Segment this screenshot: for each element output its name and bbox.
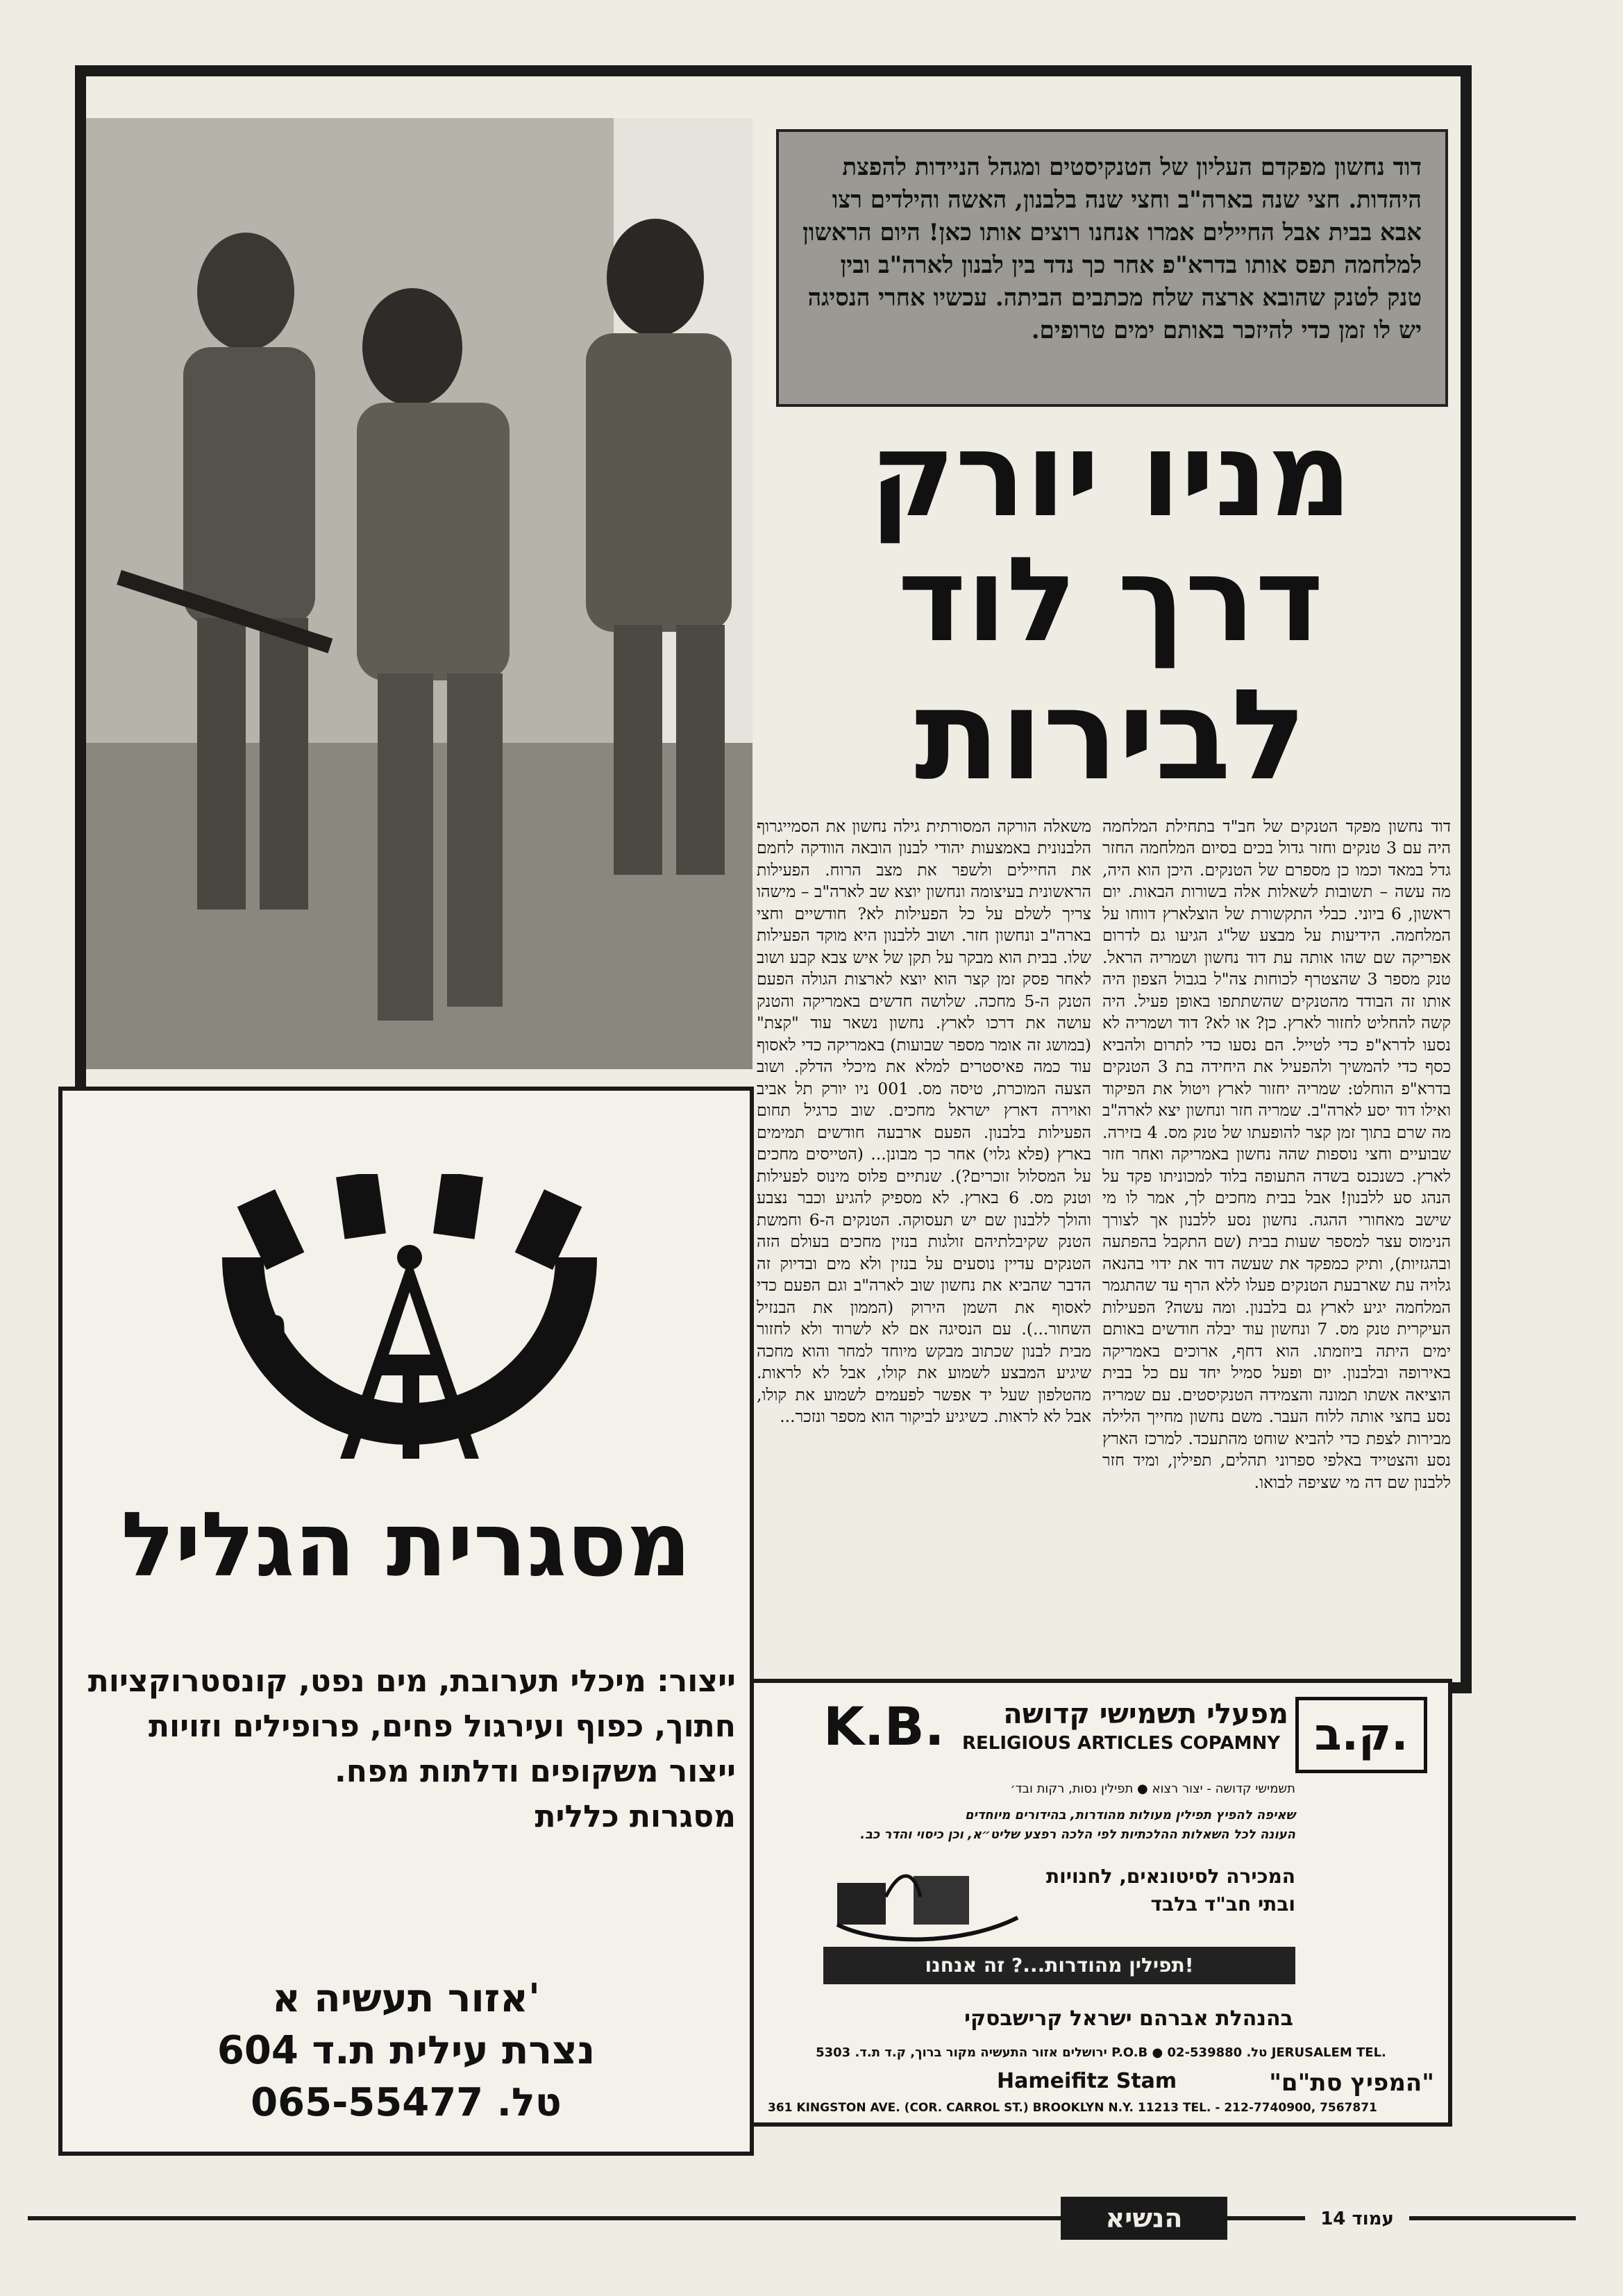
footer-masthead: הנשיא xyxy=(1061,2197,1227,2240)
headline-line-1: מניו יורק xyxy=(869,407,1352,543)
ad-galil xyxy=(58,1087,754,2156)
ad-galil-desc-4: מסגרות כללית xyxy=(535,1799,736,1834)
ad-galil-addr-1: אזור תעשיה א' xyxy=(271,1976,541,2021)
headline-line-2: דרך לוד xyxy=(898,532,1324,668)
kb-logo-he: ק.ב. xyxy=(1295,1697,1427,1773)
tefillin-illustration-icon xyxy=(823,1855,1032,1945)
kb-manager: בהנהלת אברהם ישראל קרישבסקי xyxy=(964,2006,1293,2031)
ad-kb xyxy=(750,1679,1452,2127)
kb-slogan: תפילין מהודרות...? זה אנחנו! xyxy=(823,1947,1295,1984)
article-column-right: דוד נחשון מפקד הטנקים של חב"ד בתחילת המלחמה היה עם 3 טנקים וחזר גדול בכים בסיום המלחמה החזר גדל במאד וכמו כן מספרם של הטנקים. היכן הוא היה, מה עשה – תשובות לשאלות אלה בשורות הבאות. יום ראשון, 6 ביוני. כבלי התקשורת של הוצלארץ דווחו על המלחמה. הידיעות על מבצע של"ג הגיעו גם לדרום אפריקה שם שהו אותה עת דוד נחשון ושמריה הראל. טנק מספר 3 שהצטרף לכוחות צה"ל בגבול הצפון היה אותו זה הבודד מהטנקים שהשתתפו באופן פעיל. היה קשה להחליט לחזור לארץ. כן? או לא? דוד ושמריה לא נסעו לדרא"פ כדי לטייל. הם נסעו כדי לתרום ולהביא כסף כדי להמשיך ולהפעיל את היחידה בת 3 הטנקים בדרא"פ הוחלט: שמריה יחזור לארץ ויטול את הפיקוד ואילו דוד יסע לארה"ב. שמריה חזר ונחשון יצא לארה"ב מה שרם בתוך זמן קצר להופעתו של טנק מס. 4 בזירה. שבועיים וחצי נוספות שהה נחשון באמריקה ואחר חזר לארץ. כשנכנס בשדה התעופה בלוד למכוניתו פקד על הנהג סע ללבנון! אבל בבית מחכים לך, אמר לו מי שישב מאחורי ההגה. נחשון נסע ללבנון אך לצורך הנימוס עצר למספר שעות בבית (שם התקבל בהפתעה ובהגזיות), ותיק כמפקד את שעשה דוד את ידוי בהנאה גלויה עת שארבעת הטנקים פעלו ללא הרף עד שהתגמר המלחמה יגיע לארץ גם בלבנון. ומה עשה? הפעילות העיקרית טנק מס. 7 ונחשון עוד יבלה חודשים באותם ימים היתה ביוזמתו. הוא דחף, ארוכים באמריקה באירופה ובלבנון. יום ופעל סמיל יחד עם כל בבית הוציאה אשתו תמונה והצמידה הטנקיסטים. עם שמריה נסע בחצי אותה ללוח העבר. משם נחשון מחייך הלילה מבירות לצפת כדי להביא שוחט מהתעכד. למרכז הארץ נסע והצטייד באלפי ספרוני תהלים, תפילין, ומיד חזר ללבנון שם דה מי שציפה לבואו. xyxy=(1102,816,1451,1492)
logo-letter-right: ג xyxy=(267,1299,288,1350)
kb-us-name-he: "המפיץ סת"ם" xyxy=(1269,2069,1434,2097)
kb-tagline-2: העונה לכל השאלות ההלכתיות לפי הלכה רפצע שליט״א, וכן כיסוי והדר כב. xyxy=(860,1827,1295,1842)
kb-us-address: 361 KINGSTON AVE. (COR. CARROL ST.) BROOKLYN N.Y. 11213 TEL. - 212-7740900, 7567871 xyxy=(768,2101,1377,2115)
ad-galil-name: מסגרית הגליל xyxy=(121,1493,691,1597)
ad-galil-addr-2: נצרת עילית ת.ד 604 xyxy=(217,2028,596,2073)
kb-sales-2: ובתי חב"ד בלבד xyxy=(1150,1893,1295,1916)
article-intro: דוד נחשון מפקדם העליון של הטנקיסטים ומגהל הניידות להפצת היהדות. חצי שנה בארה"ב וחצי שנה בלבנון, האשה והילדים רצו אבא בבית אבל החיילים אמרו אנחנו רוצים אותו כאן! היום הראשון למלחמה תפס אותו בדרא"פ אחר כך נדד בין לבנון לארה"ב ובין טנק לטנק שהובא ארצה שלח מכתבים הביתה. עכשיו אחרי הנסיגה יש לו זמן כדי להיזכר באותם ימים טרופים. xyxy=(776,129,1448,407)
ad-galil-desc-3: ייצור משקופים ודלתות מפח. xyxy=(335,1754,736,1789)
logo-letter-left: מ xyxy=(525,1327,558,1378)
kb-sales-1: המכירה לסיטונאים, לחנויות xyxy=(1046,1865,1295,1888)
kb-il-address: ירושלים אזור התעשיה מקור ברוך, ק.ד ת.ד. 5303 P.O.B ● טל. 02-539880 JERUSALEM TEL. xyxy=(816,2045,1386,2060)
kb-title-en: RELIGIOUS ARTICLES COPAMNY xyxy=(962,1733,1281,1754)
kb-tagline-1: שאיפה להפיץ תפילין מעולות מהודרות, בהידורים מיוחדים xyxy=(965,1808,1295,1822)
ad-galil-desc-2: חתוך, כפוף ועירגול פחים, פרופילים וזויות xyxy=(148,1709,736,1744)
article-column-left: משאלה הורקה המסורתית גילה נחשון את הסמייגרוף הלבנונית באמצעות יהודי לבנון הובאה הוודקה לחמם את החיילים ולשפר את מצב הרוח. הפעילות הראשונית בעיצומה ונחשון יוצא שב לארה"ב – מישהו צריך לשלם על כל הפעילות לא? חודשיים וחצי בארה"ב ונחשון חזר. ושוב ללבנון היא מוקד הפעילות שלו. בבית הוא מבקר על תקן של איש צבא קבע ושוב לאחר פסק זמן קצר הוא יוצא לארצות הגולה הפעם הטנק ה-5 מחכה. שלושה חדשים באמריקה והטנק עושה את דרכו לארץ. נחשון נשאר עוד "קצת" (במושג זה אומר מספר שבועות) באמריקה כדי לאסוף עוד כמה פאיסטרים למלא את מיכלי הדלק. ושוב הצעה המוכרת, טיסה מס. 001 ניו יורק תל אביב ואוירה דארץ ישראל מחכים. שוב כרגיל תחום הפעילות בלבנון. הפעם ארבעה חודשים תמימים בארץ (פלא גלוי) אחר כך מבונן... (הטייסים מחכים על המסלול זוכרים?). שנתיים פלוס מינוס לפעילות וטנק מס. 6 בארץ. לא מספיק להגיע וכבר נצבע והולך ללבנון שם יש תעסוקה. הטנקים ה-6 וחמשת הטנק שקיבלתיהם זולגות בנזין מחכים בעולם הזה הטנקים עדיין נוסעים על בנזין ולא מים ובדיוק זה הדבר שהביא את נחשון שוב לארה"ב וגם הפעם כדי לאסוף את השמן הירוק (הממון את הבנזיל השחור...). עם הנסיגה אם לא לשרוד ולא לחזור מבית לבנון שכתוב מבקש מיוחד למחר והוא מחכה שיגיע המבצע לשמוע את קולו, אבל לא לראות. מהטלפון שעל יד אפשר לפעמים לשמוע את קולו, אבל לא לראות. כשיגיע לביקור הוא מספר ונזכר... xyxy=(757,816,1091,1427)
headline-line-3: לבירות xyxy=(914,663,1307,808)
kb-title-he: מפעלי תשמישי קדושה xyxy=(1003,1698,1288,1730)
footer-page-number: עמוד 14 xyxy=(1305,2205,1409,2233)
ad-galil-addr-3: טל. 065-55477 xyxy=(251,2080,562,2125)
kb-logo-en: K.B. xyxy=(823,1695,945,1757)
photo-illustration xyxy=(86,118,752,1069)
kb-us-name-en: Hameifitz Stam xyxy=(997,2069,1177,2093)
ad-galil-desc-1: ייצור: מיכלי תערובת, מים נפט, קונסטרוקציות xyxy=(87,1664,736,1699)
soldiers-photo xyxy=(86,118,752,1069)
kb-sub: תשמישי קדושה - יצור רצוא ● תפילין נסות, רקות ובד׳ xyxy=(1010,1782,1295,1796)
